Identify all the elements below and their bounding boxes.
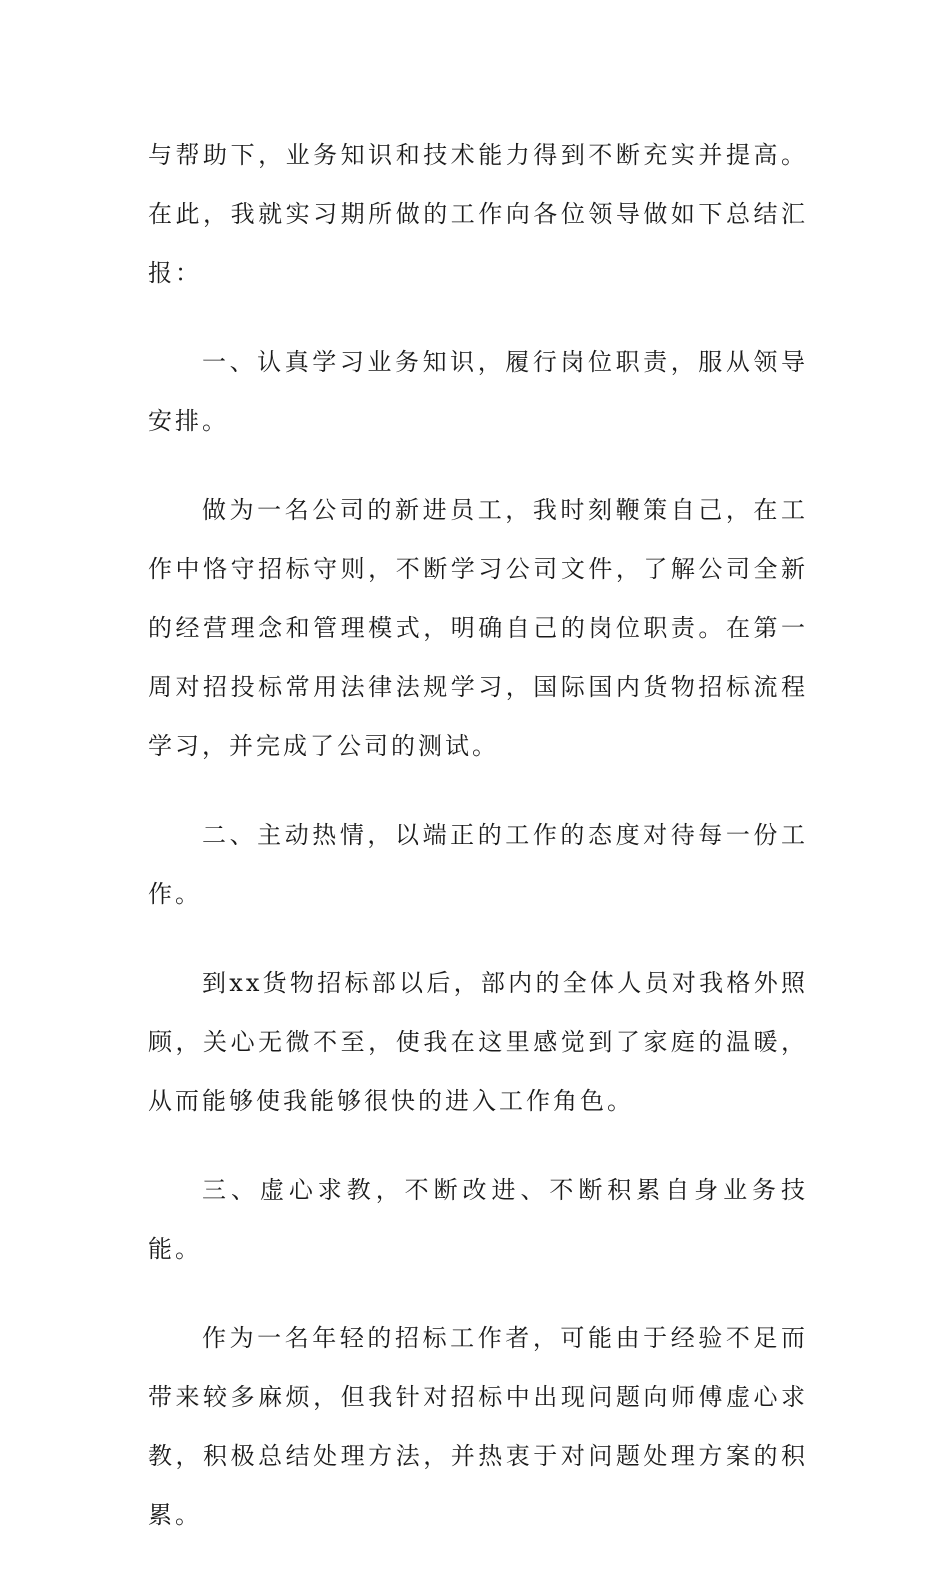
paragraph-intro-continuation: 与帮助下，业务知识和技术能力得到不断充实并提高。在此，我就实习期所做的工作向各位领导做如下总结汇报： bbox=[148, 141, 808, 287]
paragraph-section-3-body: 作为一名年轻的招标工作者，可能由于经验不足而带来较多麻烦，但我针对招标中出现问题向师傅虚心求教，积极总结处理方法，并热衷于对问题处理方案的积累。 bbox=[148, 1324, 808, 1529]
section-heading-2: 二、主动热情，以端正的工作的态度对待每一份工作。 bbox=[148, 821, 808, 908]
section-heading-3: 三、虚心求教，不断改进、不断积累自身业务技能。 bbox=[148, 1176, 808, 1263]
document-body bbox=[148, 126, 808, 1575]
paragraph-section-2-body: 到xx货物招标部以后，部内的全体人员对我格外照顾，关心无微不至，使我在这里感觉到了家庭的温暖，从而能够使我能够很快的进入工作角色。 bbox=[148, 969, 808, 1115]
paragraph-section-1-body: 做为一名公司的新进员工，我时刻鞭策自己，在工作中恪守招标守则，不断学习公司文件，了解公司全新的经营理念和管理模式，明确自己的岗位职责。在第一周对招投标常用法律法规学习，国际国内货物招标流程学习，并完成了公司的测试。 bbox=[148, 496, 808, 760]
section-heading-1: 一、认真学习业务知识，履行岗位职责，服从领导安排。 bbox=[148, 348, 808, 435]
